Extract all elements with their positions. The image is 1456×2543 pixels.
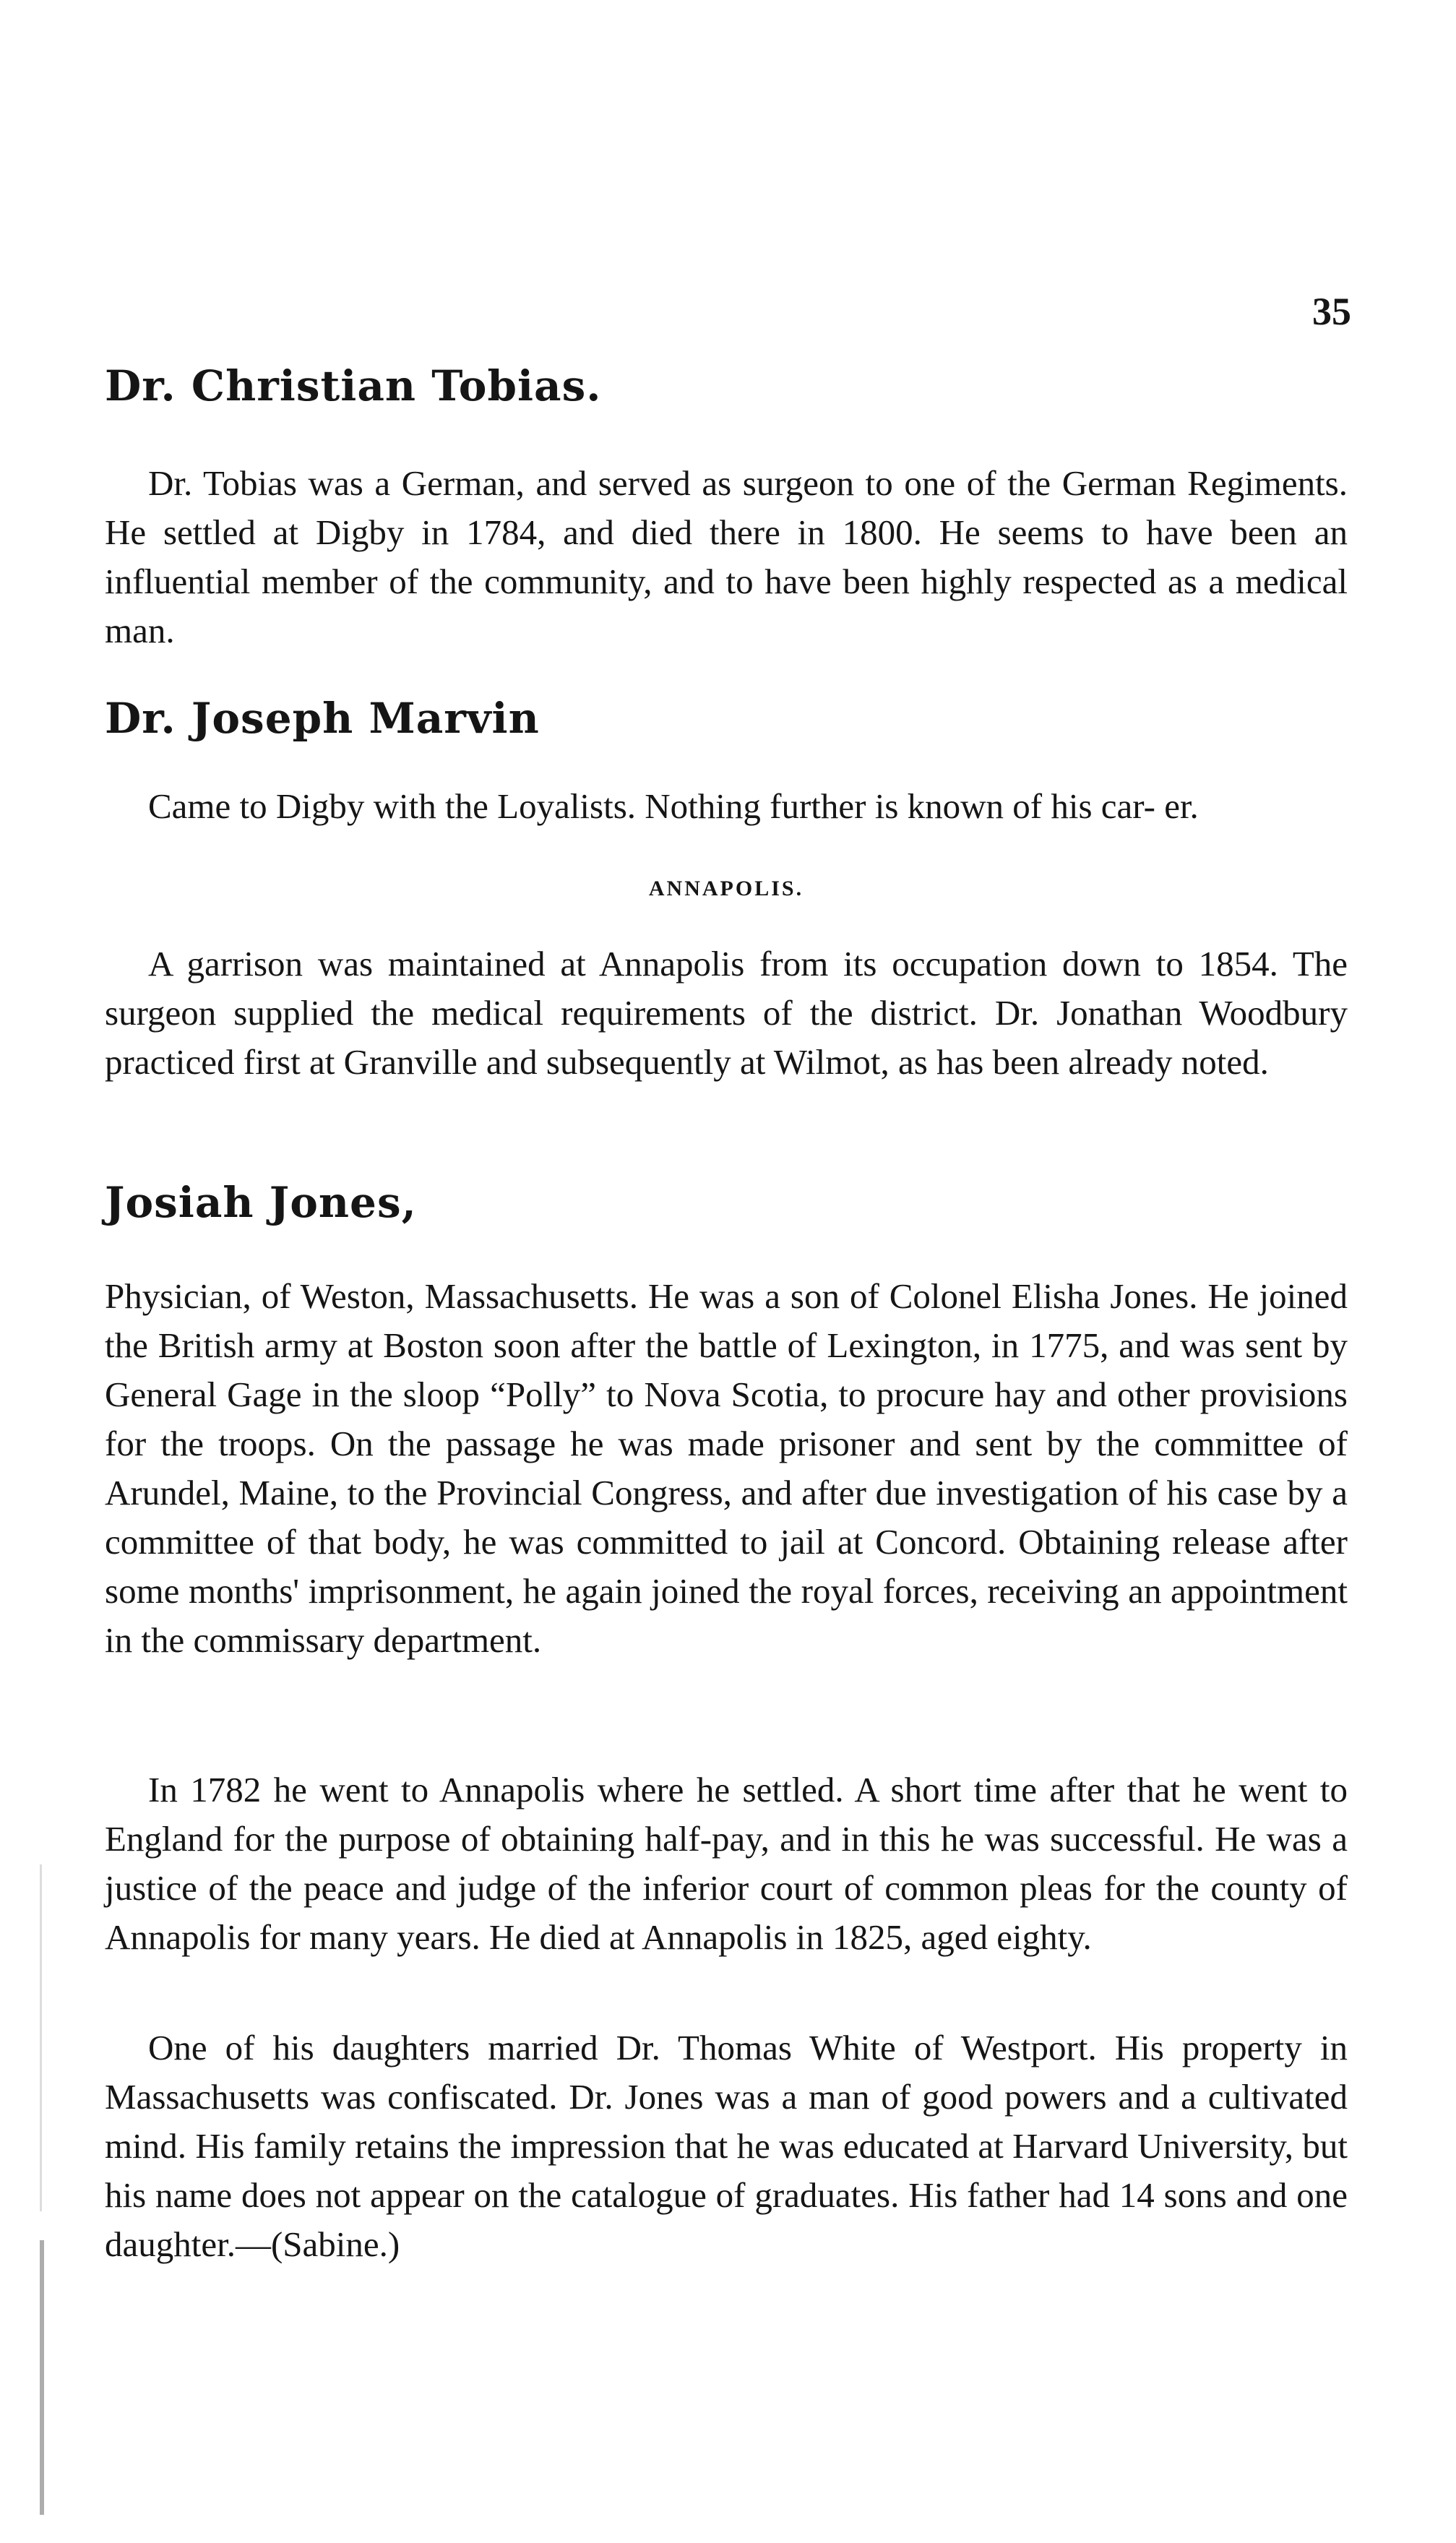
heading-joseph-marvin: Dr. Joseph Marvin: [105, 694, 540, 743]
paragraph-annapolis: A garrison was maintained at Annapolis from its occupation down to 1854. The surgeon supplied the medical requirements of the district. Dr. Jonathan Woodbury practiced first at Granville and subsequently at Wilmot, as has been already noted.: [105, 944, 1348, 1082]
heading-christian-tobias: Dr. Christian Tobias.: [105, 361, 602, 410]
paragraph-marvin: Came to Digby with the Loyalists. Nothing further is known of his car- er.: [148, 786, 1199, 826]
page-number: 35: [1312, 290, 1351, 333]
paragraph-jones-1: Physician, of Weston, Massachusetts. He was a son of Colonel Elisha Jones. He joined the British army at Boston soon after the battle of Lexington, in 1775, and was sent by General Gage in the sloop “Polly” to Nova Scotia, to procure hay and other provisions for the troops. On the passage he was made prisoner and sent by the committee of Arundel, Maine, to the Provincial Congress, and after due investigation of his case by a committee of that body, he was committed to jail at Concord. Obtaining release after some months' imprisonment, he again joined the royal forces, receiving an appointment in the commissary department.: [105, 1276, 1348, 1660]
scan-edge-mark: [40, 2240, 44, 2515]
paragraph-jones-2: In 1782 he went to Annapolis where he settled. A short time after that he went to England for the purpose of obtaining half-pay, and in this he was successful. He was a justice of the peace and judge of the inferior court of common pleas for the county of Annapolis for many years. He died at Annapolis in 1825, aged eighty.: [105, 1770, 1348, 1957]
paragraph-tobias: Dr. Tobias was a German, and served as surgeon to one of the German Regiments. He settled at Digby in 1784, and died there in 1800. He seems to have been an influential member of the community, and to have been highly respected as a medical man.: [105, 463, 1348, 650]
paragraph-jones-3: One of his daughters married Dr. Thomas White of Westport. His property in Massachusetts was confiscated. Dr. Jones was a man of good powers and a cultivated mind. His family retains the impression that he was educated at Harvard University, but his name does not appear on the catalogue of graduates. His father had 14 sons and one daughter.—(Sabine.): [105, 2028, 1348, 2264]
scan-edge-mark: [40, 1864, 42, 2211]
section-caption-annapolis: ANNAPOLIS.: [648, 877, 804, 900]
heading-josiah-jones: Josiah Jones,: [105, 1178, 417, 1227]
